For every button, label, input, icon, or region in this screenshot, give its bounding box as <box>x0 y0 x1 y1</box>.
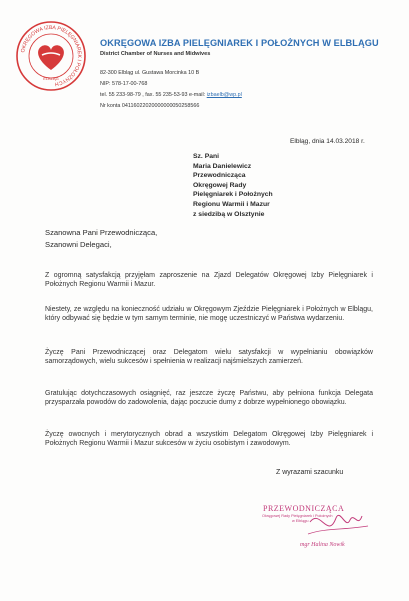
recipient-line: z siedzibą w Olsztynie <box>193 210 265 218</box>
email-link[interactable]: izbaelb@wp.pl <box>206 92 242 98</box>
greeting-2: Szanowni Delegaci, <box>45 240 112 249</box>
phone-fax <box>100 92 242 98</box>
recipient-line: Maria Danielewicz <box>193 162 252 170</box>
recipient-line: Pielęgniarek i Położnych <box>193 191 273 199</box>
chamber-logo <box>15 20 87 92</box>
paragraph-4: Gratulując dotychczasowych osiągnięć, raz jeszcze życzę Państwu, aby pełniona funkcja Delegata przysparzała powodów do zadowolenia, dając poczucie dumy z dobrze wypełnionego obowiązku. <box>45 390 373 407</box>
letter-date: Elbląg, dnia 14.03.2018 r. <box>290 138 365 145</box>
paragraph-1: Z ogromną satysfakcją przyjęłam zaproszenie na Zjazd Delegatów Okręgowej Izby Pielęgniarek i Położnych Regionu Warmii i Mazur. <box>45 272 373 289</box>
closing-phrase: Z wyrazami szacunku <box>276 469 344 476</box>
recipient-line: Okręgowej Rady <box>193 181 247 189</box>
stamp-subtitle-line: Okręgowej Rady Pielęgniarek i Położnych <box>262 514 333 518</box>
recipient-line: Regionu Warmii i Mazur <box>193 200 270 208</box>
recipient-line: Sz. Pani <box>193 153 220 160</box>
stamp-subtitle-line: w Elblągu <box>292 519 309 523</box>
address: 82-300 Elbląg ul. Gustawa Morcinka 10 B <box>100 70 200 76</box>
signatory-name: mgr Halina Nowik <box>300 542 345 548</box>
heart-icon <box>38 45 64 70</box>
bank-account: Nr konta 04116022020000000050258566 <box>100 103 200 109</box>
paragraph-5: Życzę owocnych i merytorycznych obrad a wszystkim Delegatom Okręgowej Izby Pielęgniarek i Położnych Regionu Warmii i Mazur sukcesów w życiu osobistym i zawodowym. <box>45 431 373 448</box>
paragraph-3: Życzę Pani Przewodniczącej oraz Delegatom wielu satysfakcji w wypełnianiu obowiązków samorządowych, wielu sukcesów i spełnienia w realizacji najśmielszych zamierzeń. <box>45 349 373 366</box>
stamp-title: PRZEWODNICZĄCA <box>263 504 345 513</box>
phone-fax-text: tel. 55 233-98-79 , fax. 55 235-53-93 e-mail: <box>100 92 206 98</box>
recipient-line: Przewodnicząca <box>193 172 246 180</box>
paragraph-2: Niestety, ze względu na konieczność udziału w Okręgowym Zjeździe Pielęgniarek i Położnych w Elblągu, który odbywać się będzie w tym samym terminie, nie mogę uczestniczyć w Państwa wydarzeniu. <box>45 306 373 323</box>
nip: NIP: 578-17-00-768 <box>100 81 148 87</box>
recipient-block <box>193 152 273 219</box>
stamp-subtitle <box>262 514 333 524</box>
org-subtitle: District Chamber of Nurses and Midwives <box>100 51 211 57</box>
greeting-1: Szanowna Pani Przewodnicząca, <box>45 228 158 237</box>
logo-ring-text: OKRĘGOWA IZBA PIELĘGNIAREK I POŁOŻNYCH <box>20 24 83 87</box>
org-name: OKRĘGOWA IZBA PIELĘGNIAREK I POŁOŻNYCH W ELBLĄGU <box>100 38 379 48</box>
logo-city-text: ELBLĄG <box>43 76 59 81</box>
